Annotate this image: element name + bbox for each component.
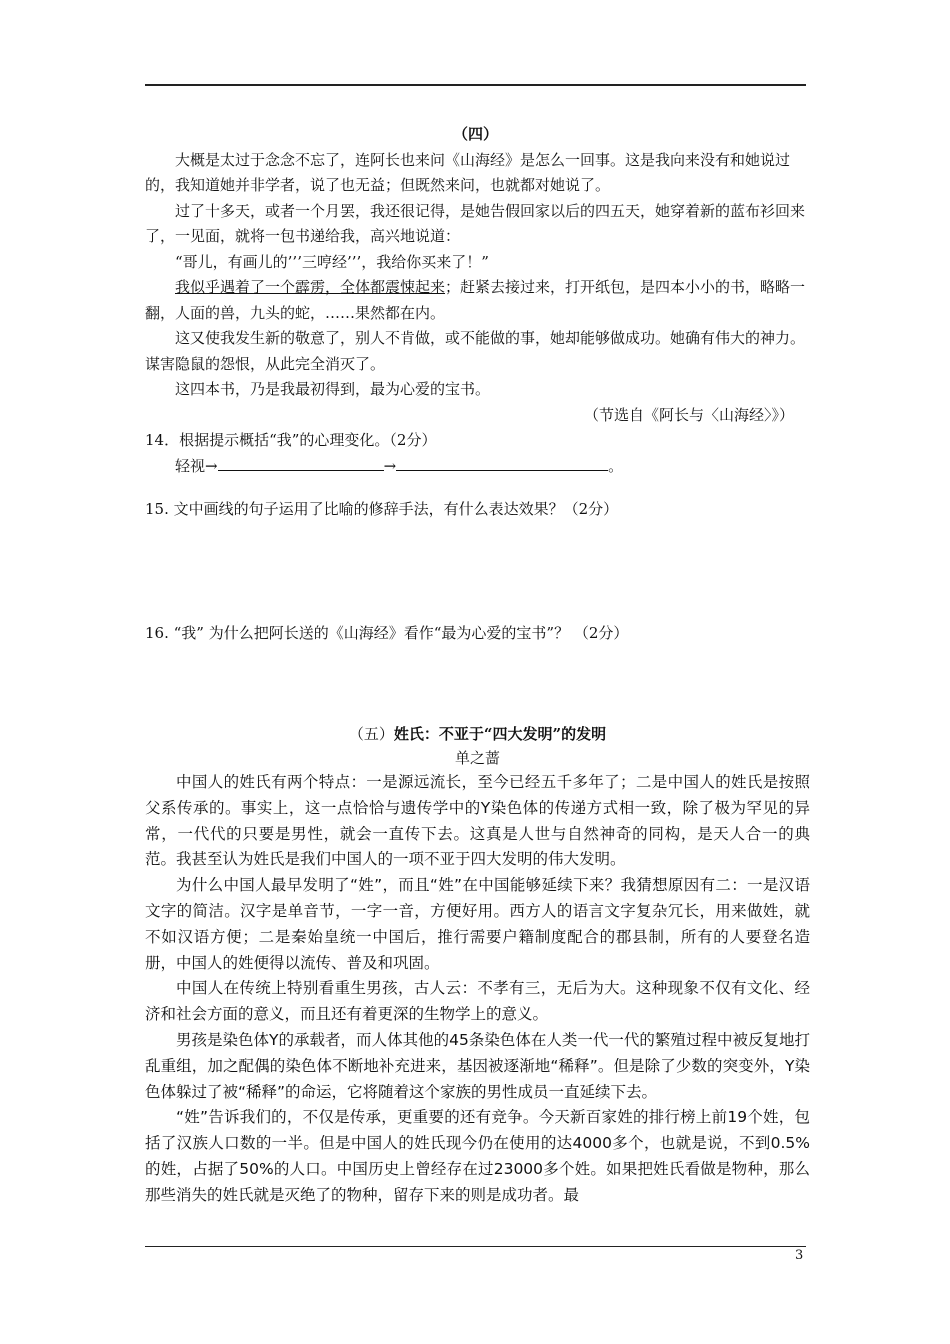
section-4 (145, 122, 806, 479)
section-5-paragraph-3: 中国人在传统上特别看重生男孩，古人云：不孝有三，无后为大。这种现象不仅有文化、经济和社会方面的意义，而且还有着更深的生物学上的意义。 (145, 979, 810, 1024)
underlined-sentence: 我似乎遇着了一个霹雳，全体都震悚起来 (175, 278, 446, 296)
section-4-paragraph-1: 大概是太过于念念不忘了，连阿长也来问《山海经》是怎么一回事。这是我向来没有和她说过的，我知道她并非学者，说了也无益；但既然来问，也就都对她说了。 (145, 150, 791, 194)
answer-blank-1[interactable] (218, 456, 384, 471)
section-4-paragraph-6: 这四本书，乃是我最初得到，最为心爱的宝书。 (175, 380, 491, 398)
question-16: 16. “我” 为什么把阿长送的《山海经》看作“最为心爱的宝书”？ （2分） (145, 624, 629, 642)
section-4-paragraph-3: “哥儿，有画儿的’’’三哼经’’’，我给你买来了！” (175, 252, 489, 271)
question-14: 14．根据提示概括“我”的心理变化。（2分） (145, 431, 437, 449)
section-5 (145, 722, 810, 1209)
section-5-paragraph-1: 中国人的姓氏有两个特点：一是源远流长，至今已经五千多年了；二是中国人的姓氏是按照父系传承的。事实上，这一点恰恰与遗传学中的Y染色体的传递方式相一致，除了极为罕见的异常，一代代的只要是男性，就会一直传下去。这真是人世与自然神奇的同构，是天人合一的典范。我甚至认为姓氏是我们中国人的一项不亚于四大发明的伟大发明。 (145, 773, 810, 869)
section-4-source: （节选自《阿长与〈山海经〉》） (583, 405, 794, 424)
question-14-answer-line (145, 454, 806, 480)
section-5-prefix: （五） (348, 725, 394, 743)
paragraph-4-rest: ；赶紧去接过来，打开纸包，是四本小小的书，略略一翻，人面的兽，九头的蛇，……果然都在内。 (145, 278, 806, 322)
arrow-2: → (383, 456, 397, 475)
section-4-paragraph-5: 这又使我发生新的敬意了，别人不肯做，或不能做的事，她却能够做成功。她确有伟大的神力。谋害隐鼠的怨恨，从此完全消灭了。 (145, 329, 806, 373)
answer-blank-2[interactable] (396, 456, 608, 471)
section-5-paragraph-2: 为什么中国人最早发明了“姓”，而且“姓”在中国能够延续下来？我猜想原因有二：一是汉语文字的简洁。汉字是单音节，一字一音，方便好用。西方人的语言文字复杂冗长，用来做姓，就不如汉语方便；二是秦始皇统一中国后，推行需要户籍制度配合的郡县制，所有的人要登名造册，中国人的姓便得以流传、普及和巩固。 (145, 876, 810, 972)
page-number: 3 (795, 1248, 804, 1263)
section-5-title-main: 姓氏：不亚于“四大发明”的发明 (393, 725, 607, 743)
section-4-heading: （四） (452, 125, 498, 143)
arrow-1: → (205, 456, 218, 475)
q14-start-word: 轻视 (175, 456, 206, 475)
section-4-paragraph-2: 过了十多天，或者一个月罢，我还很记得，是她告假回家以后的四五天，她穿着新的蓝布衫回来了，一见面，就将一包书递给我，高兴地说道： (145, 201, 806, 245)
section-5-paragraph-5: “姓”告诉我们的，不仅是传承，更重要的还有竞争。今天新百家姓的排行榜上前19个姓，包括了汉族人口数的一半。但是中国人的姓氏现今仍在使用的达4000多个，也就是说，不到0.5%的姓，占据了50%的人口。中国历史上曾经存在过23000多个姓。如果把姓氏看做是物种，那么那些消失的姓氏就是灭绝了的物种，留存下来的则是成功者。最 (145, 1108, 810, 1204)
section-5-paragraph-4: 男孩是染色体Y的承载者，而人体其他的45条染色体在人类一代一代的繁殖过程中被反复地打乱重组，加之配偶的染色体不断地补充进来，基因被逐渐地“稀释”。但是除了少数的突变外，Y染色体躲过了被“稀释”的命运，它将随着这个家族的男性成员一直延续下去。 (145, 1030, 810, 1101)
header-rule (145, 84, 806, 86)
q14-end-mark: 。 (608, 456, 624, 475)
section-4-paragraph-4 (145, 275, 806, 326)
footer-rule (145, 1246, 806, 1247)
section-5-body (145, 770, 810, 1209)
section-5-title (145, 722, 810, 746)
section-5-author: 单之蔷 (454, 749, 500, 767)
question-15: 15. 文中画线的句子运用了比喻的修辞手法，有什么表达效果？（2分） (145, 500, 619, 518)
